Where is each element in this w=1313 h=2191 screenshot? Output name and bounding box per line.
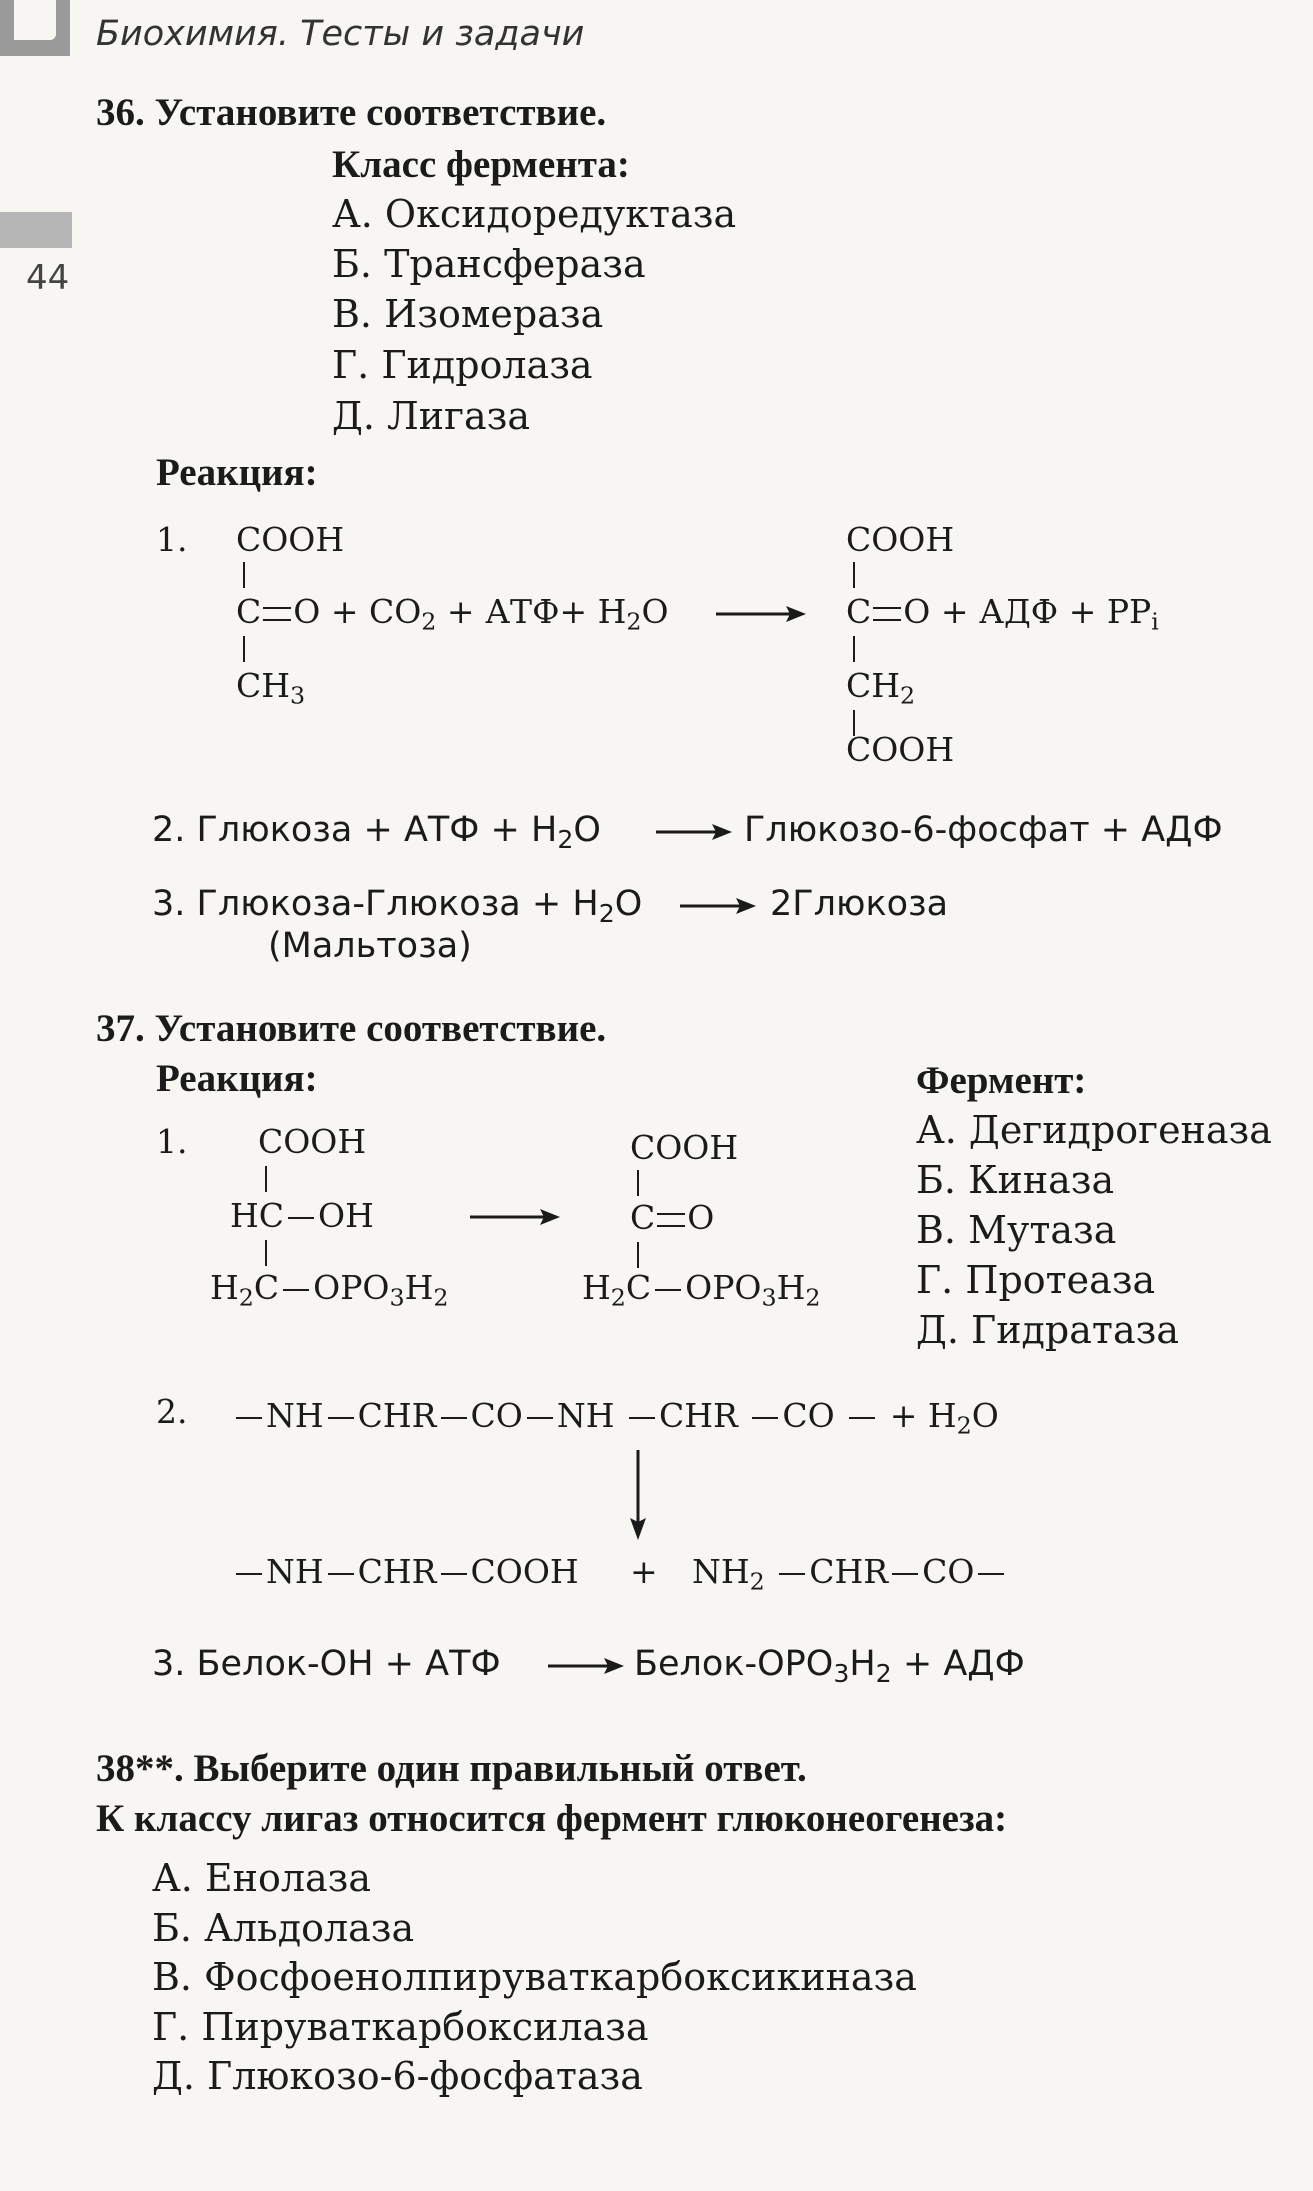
q36-r1-left-bottom: $CH_3$ xyxy=(236,666,306,710)
q36-r1-left-formula: C $O + CO_2 + АТФ+ H_2O$ xyxy=(236,592,669,636)
q37-r1-right-mid: C O xyxy=(630,1198,715,1237)
q37-r1-left-bottom: $H_2C$ $OPO_3H_2$ xyxy=(210,1268,449,1312)
q36-r1-right-ch: $CH_2$ xyxy=(846,666,916,710)
q36-r2: 2. Глюкоза + АТФ + $H_2O$ xyxy=(152,810,601,855)
bond xyxy=(243,636,245,662)
q37-enzyme-d: Г. Протеаза xyxy=(916,1258,1156,1302)
q36-r1-left-top: COOH xyxy=(236,520,345,559)
q38-option-d: Г. Пируваткарбоксилаза xyxy=(152,2005,649,2049)
q36-class-e: Д. Лигаза xyxy=(332,394,531,438)
q37-r1-left-mid: HC OH xyxy=(230,1196,374,1235)
q36-r1-right-formula: C O + АДФ + $PP_i$ xyxy=(846,592,1159,636)
q38-option-c: В. Фосфоенолпируваткарбоксикиназа xyxy=(152,1955,917,1999)
q37-r3-product: Белок-$OPO_3H_2$ + АДФ xyxy=(634,1644,1025,1689)
q37-r2-product2: $NH_2$ CHR CO xyxy=(692,1552,1008,1596)
reaction-arrow-icon xyxy=(470,1207,560,1227)
q37-reaction-label: Реакция: xyxy=(156,1057,318,1100)
bond xyxy=(243,562,245,588)
reaction-arrow-down-icon xyxy=(626,1450,650,1540)
q36-r1-right-bottom: COOH xyxy=(846,730,955,769)
reaction-arrow-icon xyxy=(680,896,756,916)
q37-r3: 3. Белок-OH + АТФ xyxy=(152,1644,501,1684)
q38-option-e: Д. Глюкозо-6-фосфатаза xyxy=(152,2054,643,2098)
q37-r2-products: NH CHR COOH xyxy=(232,1552,579,1591)
q37-enzyme-b: Б. Киназа xyxy=(916,1158,1115,1202)
q38-option-a: А. Енолаза xyxy=(152,1856,372,1900)
bond xyxy=(265,1166,267,1192)
q37-r2-substrate: NH CHR CO NH CHR CO + $H_2O$ xyxy=(232,1396,999,1440)
running-title: Биохимия. Тесты и задачи xyxy=(96,14,585,54)
page-number-bar xyxy=(0,212,72,248)
q36-r3: 3. Глюкоза-Глюкоза + $H_2O$ xyxy=(152,884,643,929)
chapter-mark-cutout xyxy=(14,0,56,40)
q36-r3-product: 2Глюкоза xyxy=(770,884,949,924)
bond xyxy=(265,1240,267,1266)
bond xyxy=(853,636,855,662)
page-number: 44 xyxy=(26,258,70,298)
q36-r1-number: 1. xyxy=(156,520,188,559)
q37-enzyme-e: Д. Гидратаза xyxy=(916,1308,1179,1352)
reaction-arrow-icon xyxy=(656,822,732,842)
q37-r1-left-top: COOH xyxy=(258,1122,367,1161)
q37-enzyme-a: А. Дегидрогеназа xyxy=(916,1108,1272,1152)
q37-title: 37. Установите соответствие. xyxy=(96,1007,607,1050)
q36-class-c: В. Изомераза xyxy=(332,292,604,336)
reaction-arrow-icon xyxy=(716,604,806,624)
q36-reaction-label: Реакция: xyxy=(156,451,318,494)
q36-class-b: Б. Трансфераза xyxy=(332,242,646,286)
q37-r2-number: 2. xyxy=(156,1392,188,1431)
bond xyxy=(853,562,855,588)
q36-class-label: Класс фермента: xyxy=(332,143,630,186)
q37-r1-right-top: COOH xyxy=(630,1128,739,1167)
q36-class-d: Г. Гидролаза xyxy=(332,343,593,387)
q36-r1-right-top: COOH xyxy=(846,520,955,559)
q38-title: 38**. Выберите один правильный ответ. xyxy=(96,1747,807,1790)
q37-r1-number: 1. xyxy=(156,1122,188,1161)
q36-r2-product: Глюкозо-6-фосфат + АДФ xyxy=(744,810,1223,850)
bond xyxy=(637,1170,639,1196)
q38-option-b: Б. Альдолаза xyxy=(152,1906,415,1950)
q37-r1-right-bottom: $H_2C$ $OPO_3H_2$ xyxy=(582,1268,821,1312)
q36-title: 36. Установите соответствие. xyxy=(96,91,607,134)
q38-stem: К классу лигаз относится фермент глюконеогенеза: xyxy=(96,1797,1008,1840)
q36-class-a: А. Оксидоредуктаза xyxy=(332,192,737,236)
bond xyxy=(637,1242,639,1268)
q37-enzyme-c: В. Мутаза xyxy=(916,1208,1117,1252)
q37-r2-plus: + xyxy=(630,1552,658,1591)
q36-r3-note: (Мальтоза) xyxy=(268,926,472,966)
reaction-arrow-icon xyxy=(548,1656,624,1676)
q37-enzyme-label: Фермент: xyxy=(916,1059,1087,1102)
